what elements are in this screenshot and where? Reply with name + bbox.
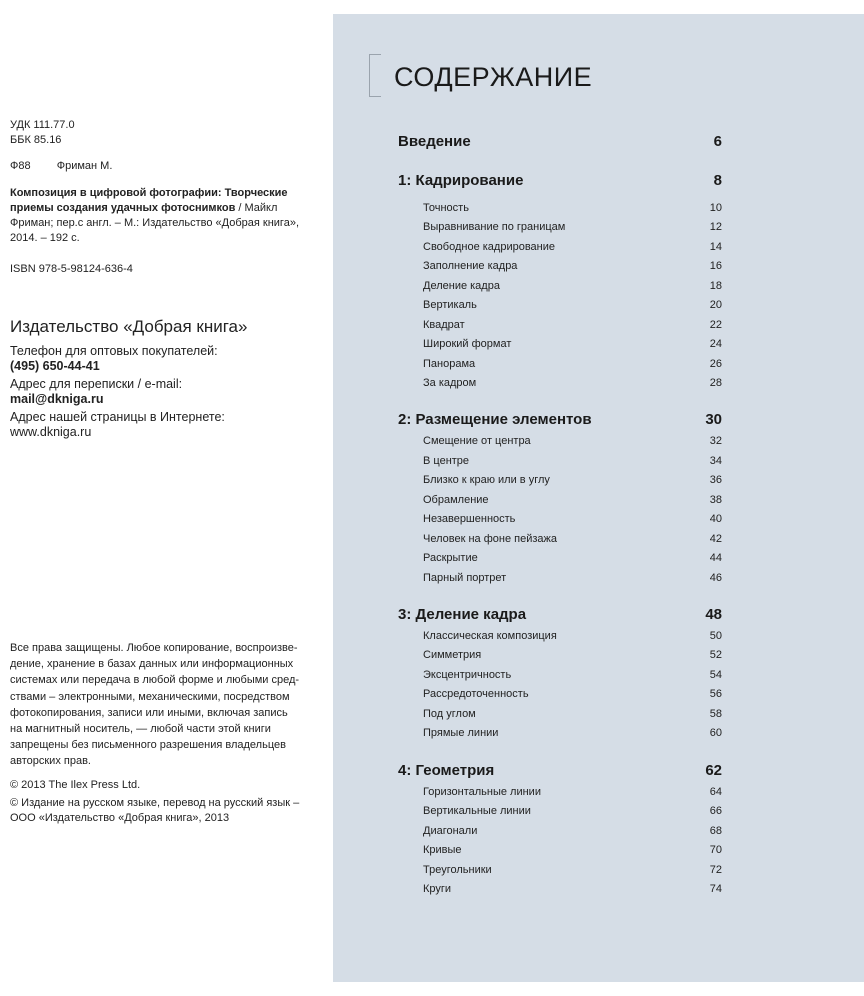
toc-item[interactable] [423,805,722,817]
rights-line: системах или передача в любой форме и любыми сред- [10,674,300,687]
rights-line: дение, хранение в базах данных или информационных [10,658,294,671]
toc-page: 58 [709,708,722,720]
email-label: Адрес для переписки / e-mail: [10,377,183,391]
toc-label: Человек на фоне пейзажа [423,533,557,545]
toc-page: 74 [709,883,722,895]
toc-page: 40 [709,513,722,525]
toc-label: Обрамление [423,494,489,506]
toc-item[interactable] [423,727,722,739]
toc-label: Панорама [423,358,476,370]
toc-label: Классическая композиция [423,630,557,642]
toc-label: Широкий формат [423,338,512,350]
site: www.dkniga.ru [10,425,92,439]
toc-page: 68 [709,825,722,837]
isbn: ISBN 978-5-98124-636-4 [10,263,133,275]
toc-label: Введение [398,133,471,150]
toc-label: Прямые линии [423,727,499,739]
toc-item[interactable] [423,260,722,272]
site-label: Адрес нашей страницы в Интернете: [10,410,225,424]
phone-label: Телефон для оптовых покупателей: [10,344,218,358]
bbk: ББК 85.16 [10,134,62,146]
toc-item[interactable] [423,649,722,661]
udk: УДК 111.77.0 [10,119,75,131]
toc-page: 64 [709,786,722,798]
rights-line: запрещены без письменного разрешения владельцев [10,739,286,752]
toc-label: Горизонтальные линии [423,786,541,798]
toc-item[interactable] [423,883,722,895]
toc-item[interactable] [423,572,722,584]
rights-line: на магнитный носитель, — любой части этой книги [10,723,271,736]
rights-line: Все права защищены. Любое копирование, воспроизве- [10,642,298,654]
toc-item[interactable] [423,202,722,214]
toc-item[interactable] [423,669,722,681]
toc-page: 26 [709,358,722,370]
toc-item[interactable] [423,786,722,798]
toc-page: 54 [709,669,722,681]
toc-page: 44 [709,552,722,564]
toc-label: Выравнивание по границам [423,221,566,233]
catalog-code: Ф88 [10,160,31,172]
toc-page: 66 [709,805,722,817]
rights-line: авторских прав. [10,755,91,768]
bib-line-3: Фриман; пер.с англ. – М.: Издательство «Добрая книга», [10,217,299,229]
toc-page: 22 [709,319,722,331]
bib-line-1: Композиция в цифровой фотографии: Творческие [10,187,288,199]
toc-item[interactable] [423,494,722,506]
toc-page: 36 [709,474,722,486]
toc-label: Парный портрет [423,572,507,584]
toc-label: Раскрытие [423,552,478,564]
toc-page: 6 [713,133,722,150]
toc-label: Заполнение кадра [423,260,518,272]
toc-item[interactable] [423,513,722,525]
toc-item[interactable] [423,338,722,350]
toc-item[interactable] [423,708,722,720]
toc-page: 8 [713,172,722,189]
toc-page: 38 [709,494,722,506]
toc-page: 24 [709,338,722,350]
toc-label: Смещение от центра [423,435,531,447]
copyright-original: © 2013 The Ilex Press Ltd. [10,779,141,791]
copyright-russian-line-2: ООО «Издательство «Добрая книга», 2013 [10,812,230,824]
email: mail@dkniga.ru [10,392,104,406]
toc-page: 10 [709,202,722,214]
toc-chapter[interactable] [398,606,722,623]
toc-item[interactable] [423,825,722,837]
rights-line: фотокопирования, записи или иными, включая запись [10,706,288,719]
toc-item[interactable] [423,474,722,486]
bib-line-4: 2014. – 192 с. [10,232,80,244]
toc-label: Рассредоточенность [423,688,529,700]
toc-label: Вертикаль [423,299,477,311]
toc-label: Точность [423,202,469,214]
toc-page: 56 [709,688,722,700]
rights-line: ствами – электронными, механическими, посредством [10,690,290,703]
toc-item[interactable] [423,221,722,233]
toc-label: В центре [423,455,470,467]
toc-page: 14 [709,241,722,253]
phone: (495) 650-44-41 [10,359,100,373]
toc-item[interactable] [423,241,722,253]
toc-page: 30 [705,411,722,428]
toc-item[interactable] [423,455,722,467]
toc-label: Симметрия [423,649,482,661]
toc-label: Треугольники [423,864,492,876]
toc-title: СОДЕРЖАНИЕ [394,62,593,92]
toc-page: 62 [705,762,722,779]
bib-line-2-rest: / Майкл [235,202,278,214]
copyright-russian-line-1: © Издание на русском языке, перевод на русский язык – [10,797,300,809]
toc-label: Эксцентричность [423,669,512,681]
toc-item[interactable] [423,377,722,389]
toc-page: 42 [709,533,722,545]
toc-label: Кривые [423,844,462,856]
toc-item[interactable] [423,864,722,876]
toc-item[interactable] [423,280,722,292]
toc-label: Деление кадра [423,280,500,292]
toc-label: За кадром [423,377,477,389]
toc-item[interactable] [423,630,722,642]
toc-label: Квадрат [423,319,465,331]
toc-item[interactable] [423,319,722,331]
toc-label: 3: Деление кадра [398,606,527,623]
toc-label: Вертикальные линии [423,805,531,817]
toc-chapter[interactable] [398,172,722,189]
toc-page: 50 [709,630,722,642]
toc-label: 2: Размещение элементов [398,411,592,428]
toc-page: 46 [709,572,722,584]
toc-page: 34 [709,455,722,467]
toc-page: 72 [709,864,722,876]
toc-page: 20 [709,299,722,311]
toc-label: Свободное кадрирование [423,241,556,253]
toc-chapter[interactable] [398,411,722,428]
publisher-name: Издательство «Добрая книга» [10,317,248,336]
toc-page: 48 [705,606,722,623]
toc-item[interactable] [423,533,722,545]
toc-label: Круги [423,883,452,895]
bib-line-2-bold: приемы создания удачных фотоснимков [10,202,236,214]
toc-item[interactable] [423,435,722,447]
toc-page: 32 [709,435,722,447]
toc-chapter[interactable] [398,133,722,150]
toc-item[interactable] [423,358,722,370]
toc-page: 52 [709,649,722,661]
toc-item[interactable] [423,844,722,856]
toc-label: Диагонали [423,825,478,837]
toc-label: 4: Геометрия [398,762,495,779]
toc-page: 18 [709,280,722,292]
toc-label: Близко к краю или в углу [423,474,550,486]
toc-page: 60 [709,727,722,739]
toc-item[interactable] [423,299,722,311]
author: Фриман М. [56,160,113,172]
toc-label: Незавершенность [423,513,516,525]
toc-label: 1: Кадрирование [398,172,524,189]
toc-label: Под углом [423,708,476,720]
toc-page: 28 [709,377,722,389]
toc-item[interactable] [423,552,722,564]
toc-chapter[interactable] [398,762,722,779]
toc-page: 70 [709,844,722,856]
toc-page: 12 [709,221,722,233]
toc-item[interactable] [423,688,722,700]
toc-page: 16 [709,260,722,272]
